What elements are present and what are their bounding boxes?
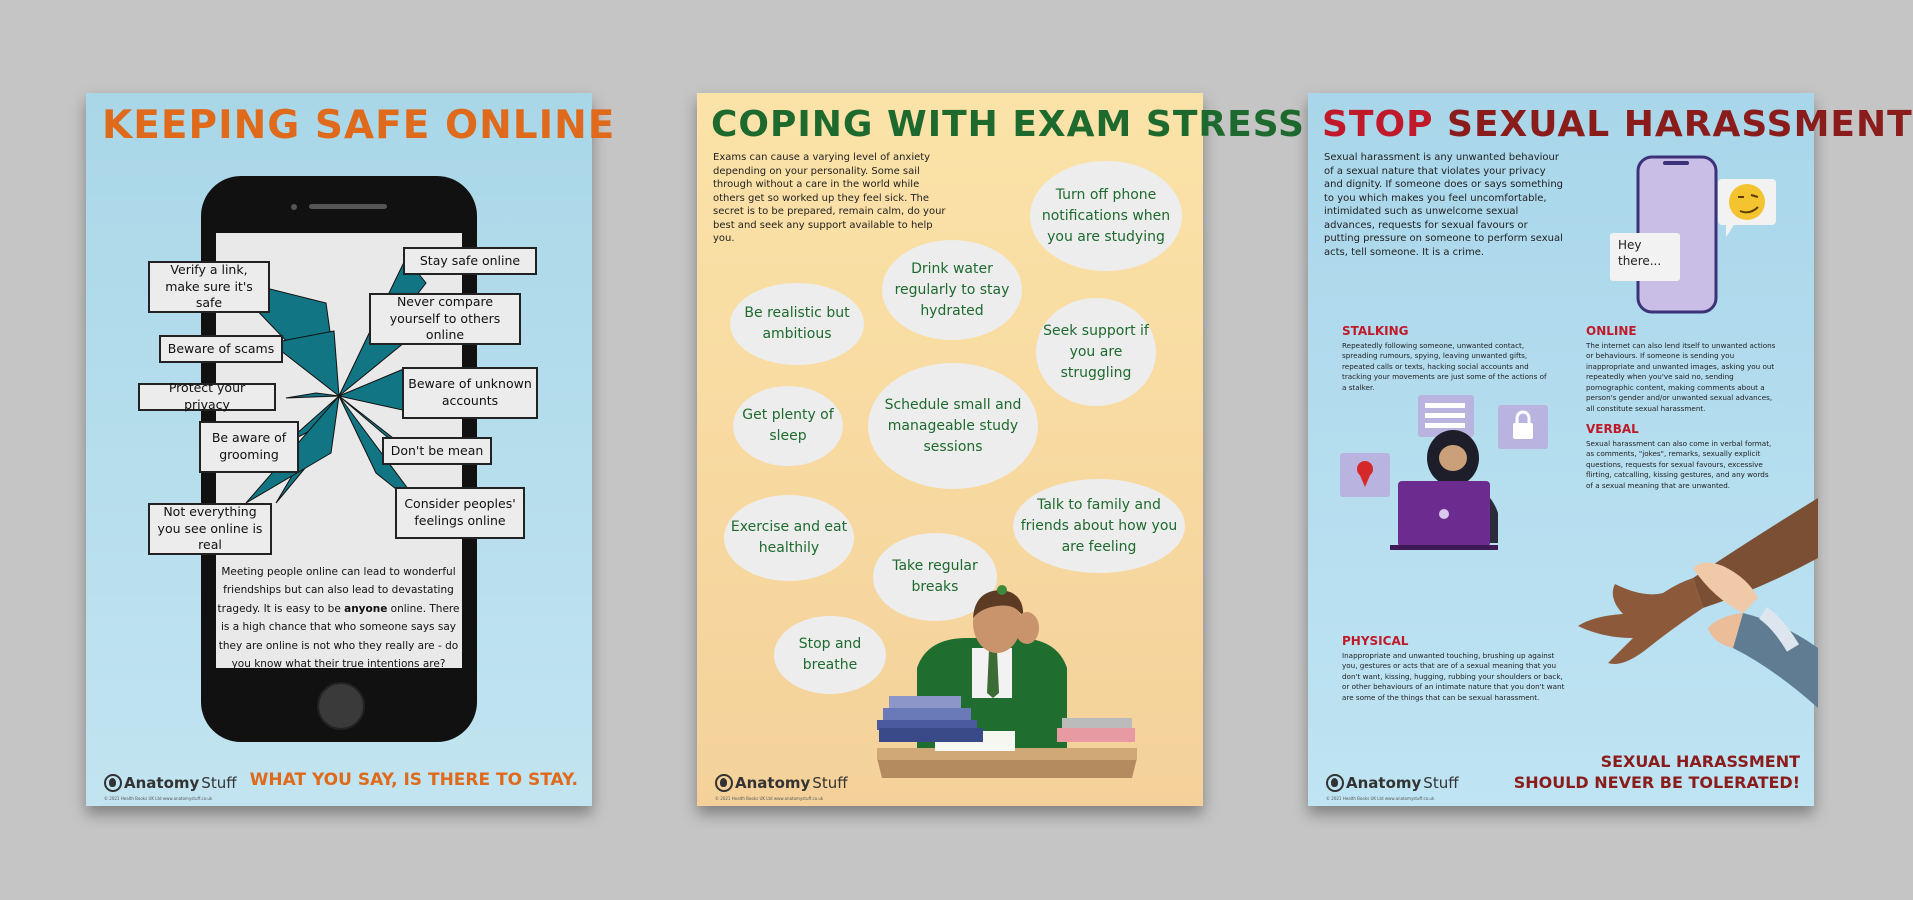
poster-exam-stress <box>697 93 1305 806</box>
tip-not-everything-real: Not everything you see online is real <box>148 503 272 555</box>
bubble-stop-breathe: Stop and breathe <box>774 616 886 694</box>
brand-logo: Anatomy Stuff <box>104 774 237 792</box>
tip-verify-link: Verify a link, make sure it's safe <box>148 261 270 313</box>
tip-protect-privacy: Protect your privacy <box>138 383 276 411</box>
copyright: © 2021 Health Books UK Ltd www.anatomystuff.co.uk <box>1326 796 1435 801</box>
section-physical-heading: PHYSICAL <box>1342 634 1409 648</box>
bubble-turn-off-notifications: Turn off phone notifications when you are studying <box>1030 161 1182 271</box>
bubble-seek-support: Seek support if you are struggling <box>1036 298 1156 406</box>
poster-title: COPING WITH EXAM STRESS <box>711 104 1305 145</box>
copyright: © 2021 Health Books UK Ltd www.anatomystuff.co.uk <box>104 796 213 801</box>
brand-logo: Anatomy Stuff <box>715 774 848 792</box>
section-verbal-heading: VERBAL <box>1586 422 1639 436</box>
anatomy-logo-icon <box>104 774 122 792</box>
tip-beware-scams: Beware of scams <box>159 335 283 363</box>
section-online-heading: ONLINE <box>1586 324 1637 338</box>
hands-illustration <box>1553 498 1818 708</box>
tip-dont-be-mean: Don't be mean <box>382 437 492 465</box>
stalker-laptop-illustration <box>1338 393 1558 553</box>
tip-consider-feelings: Consider peoples' feelings online <box>395 487 525 539</box>
section-stalking-heading: STALKING <box>1342 324 1409 338</box>
bubble-regular-breaks: Take regular breaks <box>873 533 997 621</box>
tip-unknown-accounts: Beware of unknown accounts <box>402 367 538 419</box>
brand-logo: Anatomy Stuff <box>1326 774 1459 792</box>
copyright: © 2021 Health Books UK Ltd www.anatomystuff.co.uk <box>715 796 824 801</box>
poster-slogan: SEXUAL HARASSMENT SHOULD NEVER BE TOLERATED! <box>1513 752 1800 793</box>
student-studying-illustration <box>857 588 1157 788</box>
online-warning-text: Meeting people online can lead to wonderful friendships but can also lead to devastating tragedy. It is easy to be anyone online. There is a high chance that who someone says say they are online is not who they really are - do you know what their true intentions are? <box>217 566 460 670</box>
section-stalking-body: Repeatedly following someone, unwanted contact, spreading rumours, spying, leaving unwanted gifts, repeated calls or texts, hacking social accounts and tracking your movements are just some of the actions of a stalker. <box>1342 341 1547 392</box>
bubble-get-sleep: Get plenty of sleep <box>733 386 843 466</box>
poster-title: KEEPING SAFE ONLINE <box>102 103 616 148</box>
chat-bubble: Hey there... <box>1610 233 1680 281</box>
poster-stop-sexual-harassment <box>1308 93 1913 806</box>
poster-title: STOP SEXUAL HARASSMENT <box>1322 104 1913 145</box>
anatomy-logo-icon <box>715 774 733 792</box>
poster-keeping-safe-online <box>86 93 616 806</box>
rays-illustration <box>86 93 592 806</box>
bubble-schedule-sessions: Schedule small and manageable study sessions <box>868 363 1038 489</box>
section-online-body: The internet can also lend itself to unwanted actions or behaviours. If someone is sending you inappropriate and unwanted images, asking you out repeatedly when you've said no, sending pornographic content, making comments about a person's gender and/or unwanted sexual advances, all constitute sexual harassment. <box>1586 341 1776 413</box>
intro-text: Exams can cause a varying level of anxiety depending on your personality. Some sail through without a care in the world while others get so worked up they feel sick. The secret is to be prepared, remain calm, do your best and seek any support available to help you. <box>713 152 946 244</box>
bubble-talk-family: Talk to family and friends about how you are feeling <box>1013 479 1185 573</box>
tip-stay-safe: Stay safe online <box>403 247 537 275</box>
tip-aware-grooming: Be aware of grooming <box>199 421 299 473</box>
anatomy-logo-icon <box>1326 774 1344 792</box>
tip-never-compare: Never compare yourself to others online <box>369 293 521 345</box>
section-verbal-body: Sexual harassment can also come in verbal format, as comments, "jokes", remarks, sexually explicit questions, requests for sexual favours, excessive flirting, catcalling, kissing gestures, and any words of a sexual meaning that are unwanted. <box>1586 439 1772 490</box>
intro-text: Sexual harassment is any unwanted behaviour of a sexual nature that violates your privacy and dignity. If someone does or says something to you which makes you feel uncomfortable, intimidated such as unwelcome sexual advances, requests for sexual favours or putting pressure on someone to perform sexual acts, tell someone. It is a crime. <box>1324 152 1564 258</box>
poster-slogan: WHAT YOU SAY, IS THERE TO STAY. <box>249 770 578 790</box>
bubble-drink-water: Drink water regularly to stay hydrated <box>882 240 1022 340</box>
section-physical-body: Inappropriate and unwanted touching, brushing up against you, gestures or acts that are of a sexual meaning that you don't want, kissing, hugging, rubbing your shoulders or back, or other behaviours of an intimate nature that you don't want are some of the things that can be sexual harassment. <box>1342 651 1565 702</box>
bubble-be-realistic: Be realistic but ambitious <box>730 283 864 365</box>
bubble-exercise: Exercise and eat healthily <box>724 495 854 581</box>
